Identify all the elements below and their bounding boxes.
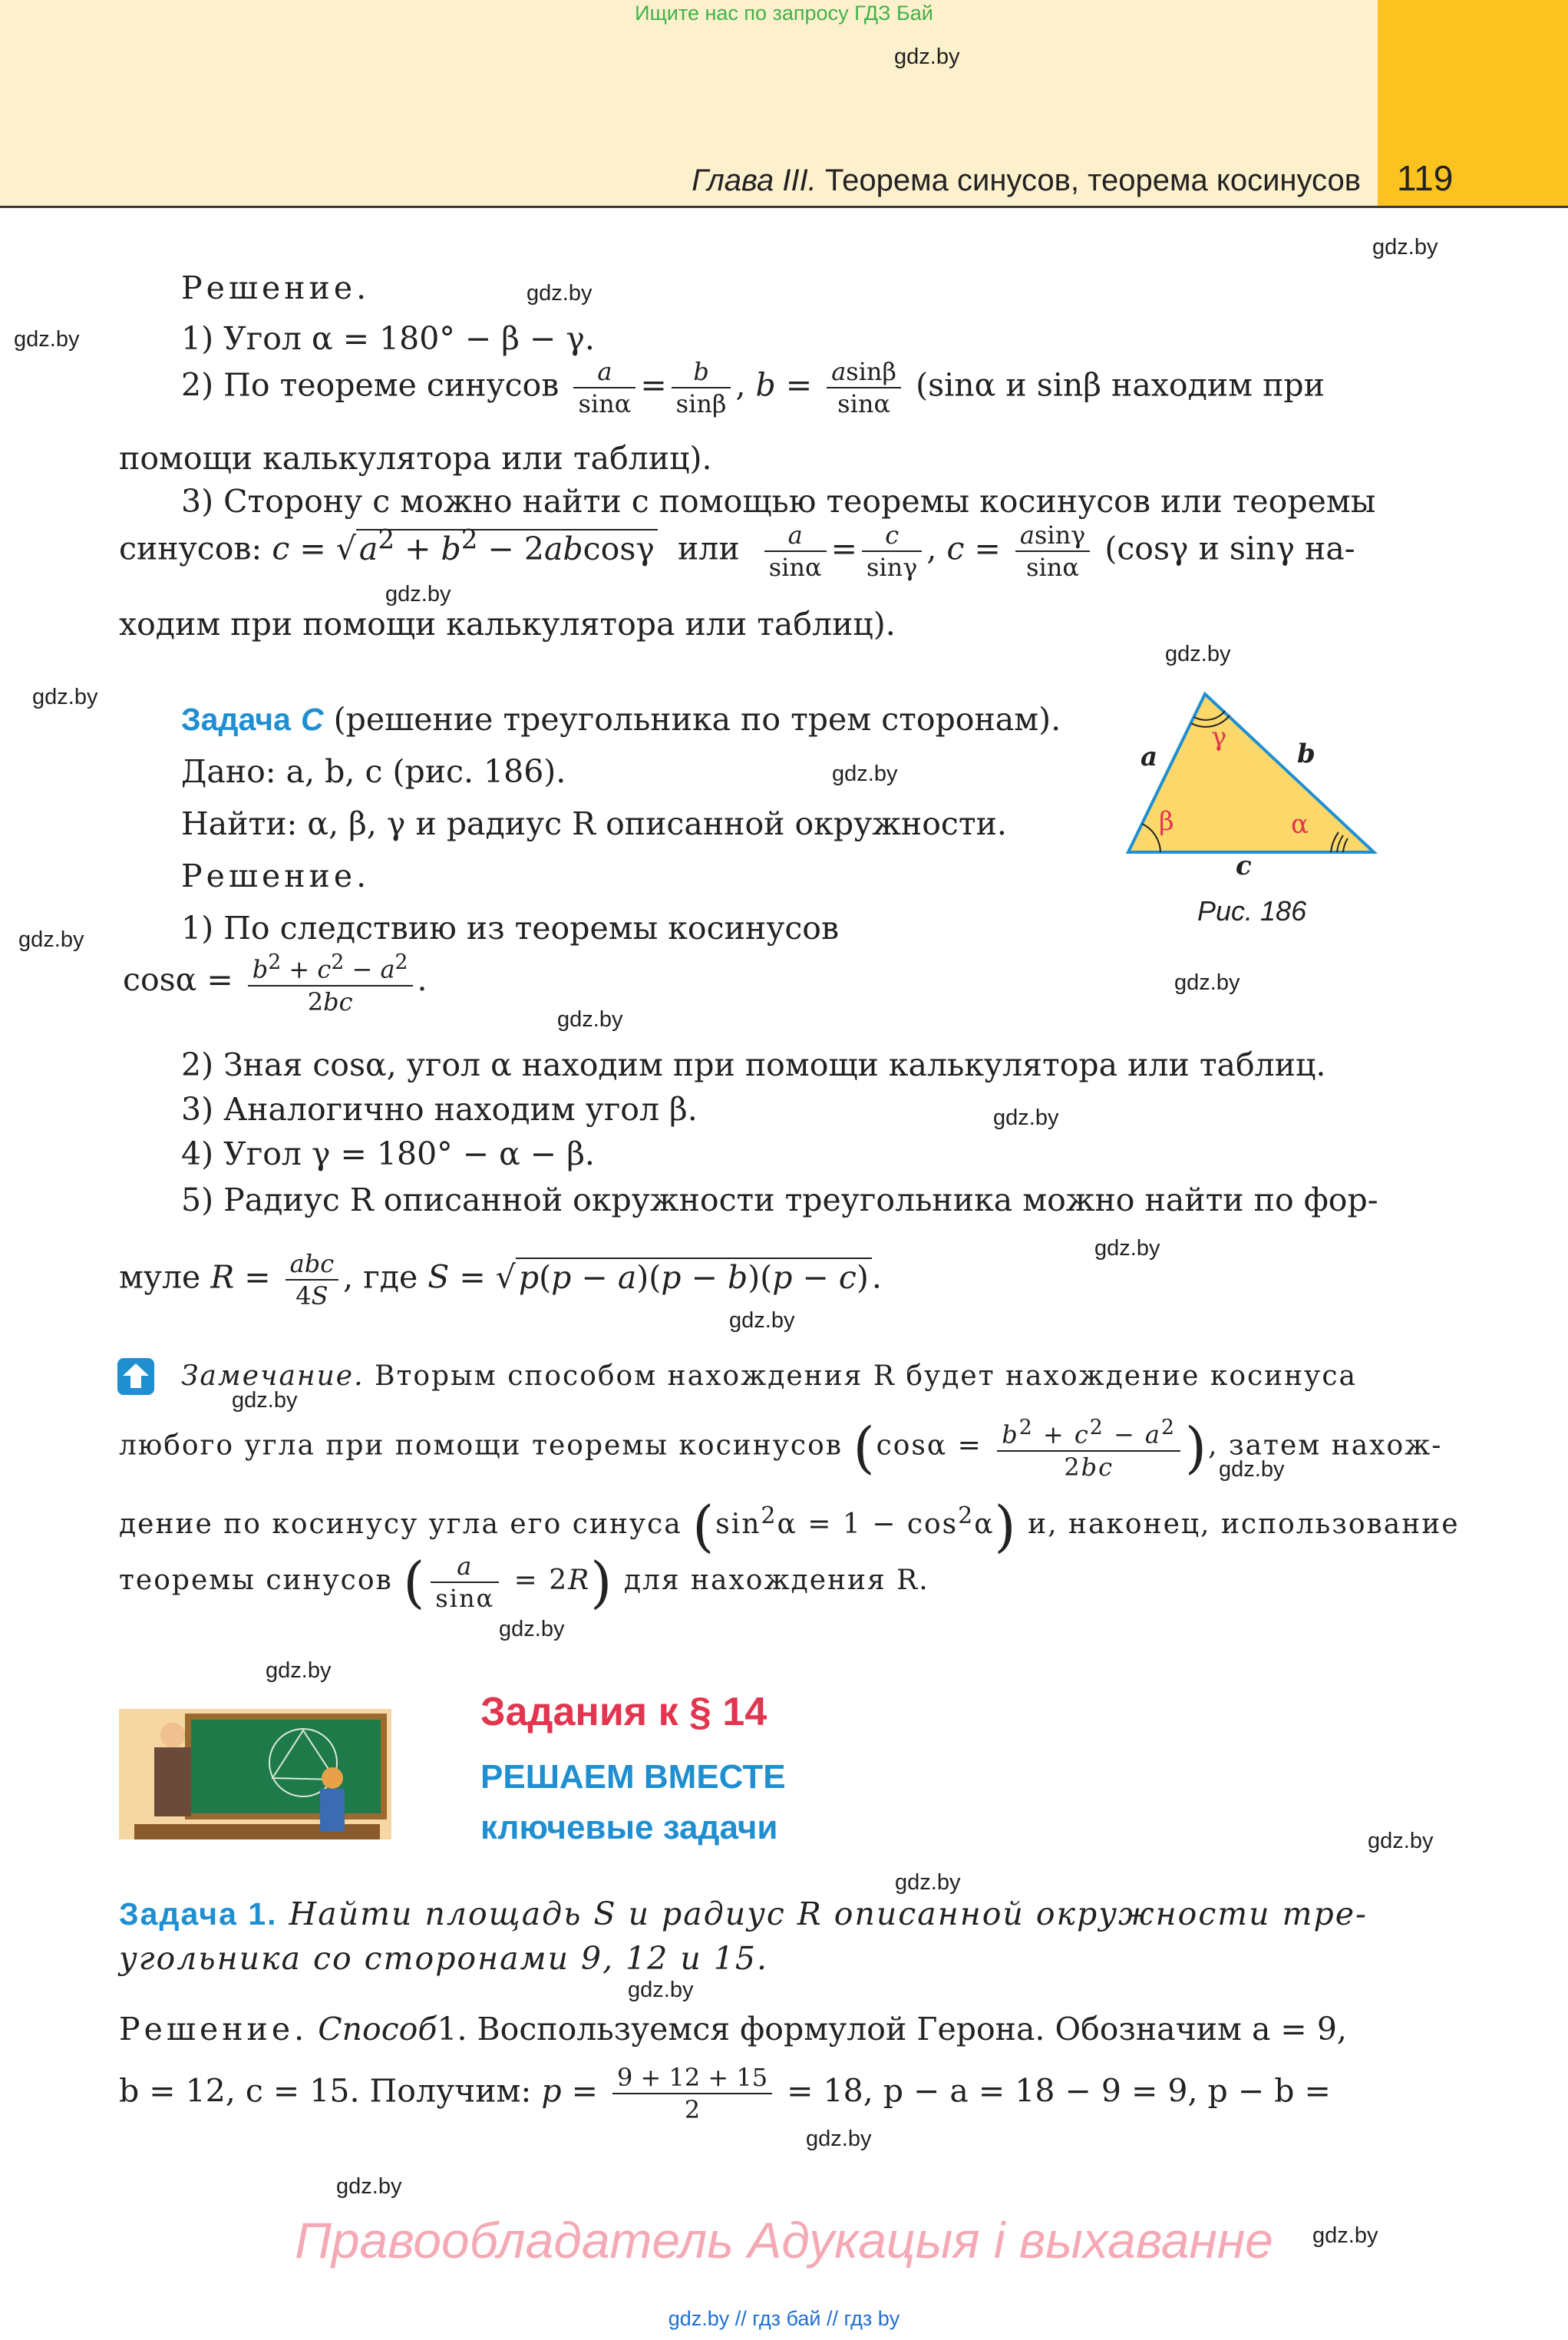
- watermark: gdz.by: [336, 2174, 402, 2199]
- task-1-statement-cont: угольника со сторонами 9, 12 и 15.: [119, 1940, 768, 1977]
- watermark: gdz.by: [32, 685, 98, 709]
- tasks-section-subtitle-2: ключевые задачи: [480, 1809, 778, 1846]
- watermark: gdz.by: [1174, 970, 1240, 995]
- watermark: gdz.by: [832, 762, 898, 786]
- solution-step-2: 2) По теореме синусов $\frac{a}{\sin\alpha}$ = $\frac{b}{\sin\beta}$ , b = $\frac{asin\beta}{\sin\alpha}$ (sinα и sinβ находим при: [181, 357, 1325, 418]
- watermark: gdz.by: [993, 1106, 1059, 1130]
- task-c-step-5-formula: муле R = $\frac{\text{abc}}{4S}$ , где S = √p(p − a)(p − b)(p − c).: [119, 1249, 882, 1310]
- watermark: gdz.by: [14, 327, 80, 352]
- chapter-title: Глава III. Теорема синусов, теорема косинусов: [692, 164, 1361, 197]
- task-c-title: Задача C (решение треугольника по трем сторонам).: [181, 701, 1061, 738]
- task-c-find: Найти: α, β, γ и радиус R описанной окружности.: [181, 805, 1007, 842]
- watermark: gdz.by: [894, 45, 960, 69]
- footer-links[interactable]: gdz.by // гдз бай // гдз by: [668, 2307, 900, 2330]
- task-c-step-1: 1) По следствию из теоремы косинусов: [181, 910, 840, 947]
- angle-alpha-label: α: [1291, 809, 1309, 840]
- copyright-notice: Правообладатель Адукацыя і выхаванне: [295, 2212, 1273, 2269]
- task-c-solution-heading: Решение.: [181, 858, 371, 894]
- tasks-section-title: Задания к § 14: [480, 1690, 767, 1734]
- side-a-label: a: [1141, 742, 1158, 772]
- watermark: gdz.by: [895, 1870, 961, 1895]
- task-1-solution-line-2: b = 12, c = 15. Получим: p = $\frac{9 + 12 + 15}{2}$ = 18, p − a = 18 − 9 = 9, p − b =: [119, 2063, 1331, 2124]
- watermark: gdz.by: [1372, 235, 1438, 259]
- watermark: gdz.by: [1312, 2223, 1378, 2248]
- watermark: gdz.by: [527, 281, 593, 306]
- watermark: gdz.by: [232, 1388, 298, 1413]
- task-1-statement: Задача 1. Найти площадь S и радиус R описанной окружности тре-: [119, 1895, 1368, 1932]
- task-c-step-4: 4) Угол γ = 180° − α − β.: [181, 1135, 595, 1172]
- watermark: gdz.by: [1165, 642, 1231, 666]
- angle-gamma-label: γ: [1211, 722, 1227, 752]
- watermark: gdz.by: [1368, 1829, 1434, 1853]
- cosine-formula: cosα = $\frac{b^2 + c^2 - a^2}{2bc}$ .: [123, 947, 427, 1017]
- task-c-step-2: 2) Зная cosα, угол α находим при помощи калькулятора или таблиц.: [181, 1046, 1326, 1083]
- angle-beta-label: β: [1159, 806, 1174, 837]
- watermark: gdz.by: [1094, 1236, 1160, 1261]
- remark-line-2: любого угла при помощи теоремы косинусов (cosα = $\frac{b^2 + c^2 - a^2}{2bc}$ ), затем нахож-: [119, 1413, 1442, 1482]
- watermark: gdz.by: [266, 1658, 332, 1683]
- watermark: gdz.by: [806, 2127, 872, 2151]
- watermark: gdz.by: [729, 1308, 795, 1333]
- watermark: gdz.by: [1219, 1457, 1285, 1482]
- remark-line-1: Замечание. Вторым способом нахождения R будет нахождение косинуса: [181, 1360, 1357, 1392]
- classroom-illustration: [119, 1709, 391, 1839]
- solution-step-1: 1) Угол α = 180° − β − γ.: [181, 320, 595, 357]
- solution-step-3-cont: ходим при помощи калькулятора или таблиц).: [119, 606, 896, 643]
- task-c-given: Дано: a, b, c (рис. 186).: [181, 753, 566, 790]
- watermark: gdz.by: [499, 1617, 565, 1641]
- task-1-solution-line-1: Решение. Способ1. Воспользуемся формулой Герона. Обозначим a = 9,: [119, 2011, 1347, 2048]
- watermark: gdz.by: [385, 582, 451, 606]
- side-b-label: b: [1297, 739, 1315, 769]
- tasks-section-subtitle: РЕШАЕМ ВМЕСТЕ: [480, 1758, 786, 1796]
- figure-caption: Рис. 186: [1197, 895, 1307, 927]
- solution-step-3: 3) Сторону c можно найти с помощью теоремы косинусов или теоремы: [181, 483, 1376, 520]
- watermark: gdz.by: [557, 1007, 623, 1032]
- top-ad-link[interactable]: Ищите нас по запросу ГДЗ Бай: [635, 2, 933, 25]
- task-c-step-3: 3) Аналогично находим угол β.: [181, 1091, 698, 1128]
- side-c-label: c: [1236, 851, 1252, 881]
- solution-step-3-formulas: синусов: $c = √a^2 + b^2 - 2abcos\gamma$ или $\frac{a}{\sin\alpha}$ = $\frac{c}{\sin\gamma}$ , c = $\frac{asin\gamma}{\sin\alpha}$ (cosγ и sinγ на-: [119, 521, 1355, 583]
- solution-heading: Решение.: [181, 269, 371, 306]
- watermark: gdz.by: [18, 927, 84, 952]
- remark-line-3: дение по косинусу угла его синуса $(\sin^2\alpha = 1 - \cos^2\alpha)$ и, наконец, использование: [119, 1494, 1460, 1558]
- page-number: 119: [1397, 158, 1454, 198]
- up-arrow-icon: [117, 1357, 155, 1396]
- header-divider: [0, 206, 1568, 208]
- remark-line-4: теоремы синусов ( $\frac{a}{\sin\alpha}$ = 2R) для нахождения R.: [119, 1550, 929, 1615]
- task-c-step-5: 5) Радиус R описанной окружности треугольника можно найти по фор-: [181, 1182, 1378, 1218]
- watermark: gdz.by: [628, 1978, 694, 2002]
- solution-step-2-cont: помощи калькулятора или таблиц).: [119, 440, 712, 477]
